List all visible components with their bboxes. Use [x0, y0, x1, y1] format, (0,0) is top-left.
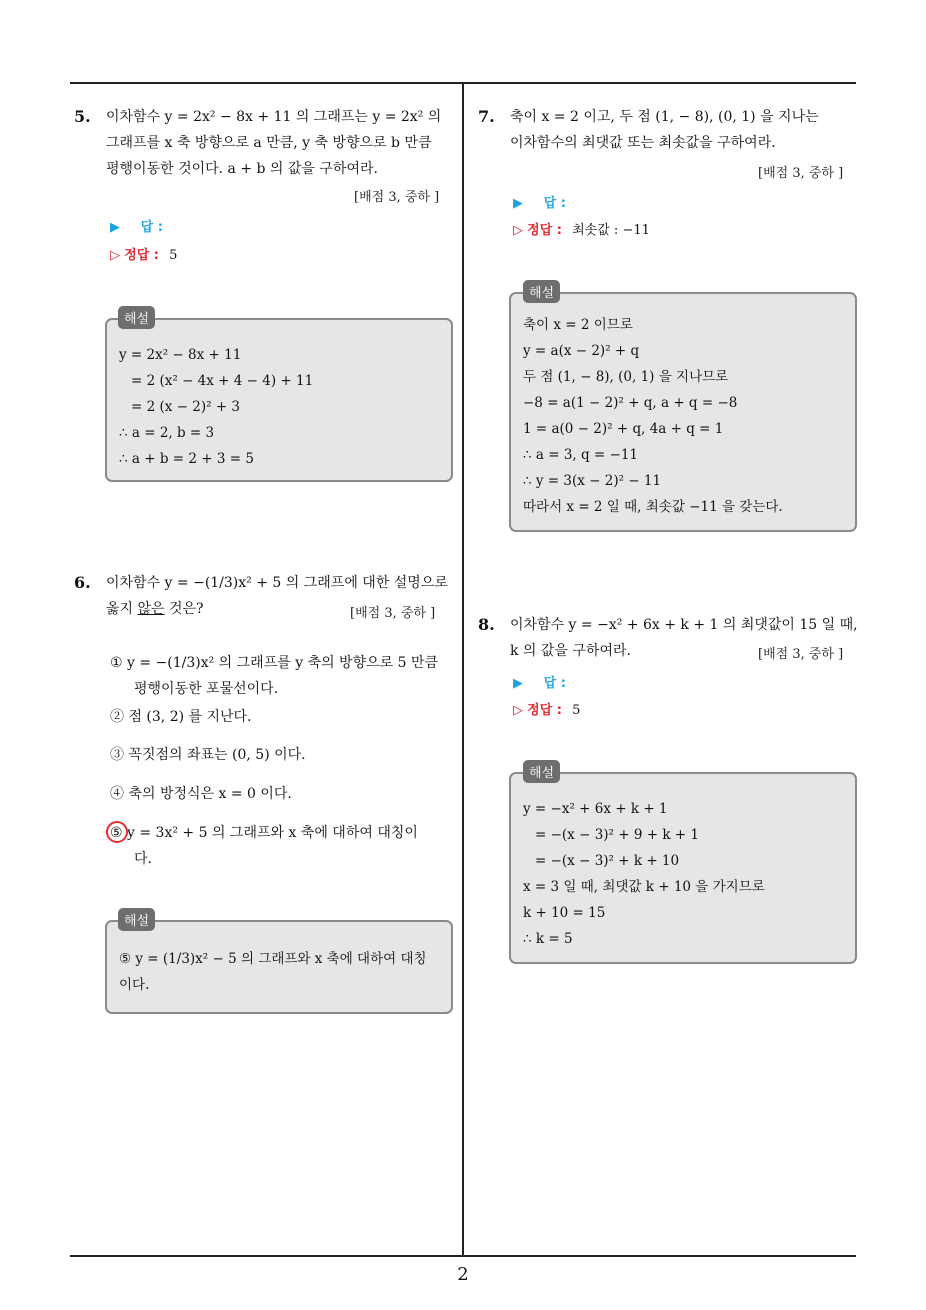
emphasis-underline: 않은 — [137, 601, 165, 617]
solution-tag: 해설 — [118, 908, 155, 931]
solution-line: y = a(x − 2)² + q — [523, 343, 640, 359]
answer-row — [513, 192, 566, 211]
solution-line: 따라서 x = 2 일 때, 최솟값 −11 을 갖는다. — [523, 499, 783, 515]
question-number: 7. — [478, 107, 495, 126]
key-row — [513, 699, 580, 718]
question-text-part: 것은? — [164, 601, 204, 617]
solution-line: 1 = a(0 − 2)² + q, 4a + q = 1 — [523, 421, 724, 437]
solution-lines — [119, 946, 427, 998]
choice-1[interactable] — [110, 650, 460, 702]
solution-box — [509, 772, 857, 964]
solution-box — [105, 920, 453, 1014]
choice-4[interactable] — [110, 781, 292, 807]
selected-answer-circle-icon — [106, 821, 128, 843]
outline-triangle-icon: ▷ — [513, 703, 523, 718]
solution-line: ∴ a + b = 2 + 3 = 5 — [119, 451, 254, 467]
question-text-line: 그래프를 x 축 방향으로 a 만큼, y 축 방향으로 b 만큼 — [106, 135, 432, 151]
outline-triangle-icon: ▷ — [513, 223, 523, 238]
choice-2[interactable] — [110, 704, 252, 730]
play-triangle-icon: ▶ — [110, 220, 120, 235]
solution-line: = −(x − 3)² + k + 10 — [535, 853, 680, 869]
score-difficulty: [배점 3, 중하 ] — [350, 606, 436, 621]
key-label: 정답 : — [527, 223, 562, 238]
key-label: 정답 : — [124, 248, 159, 263]
choice-text: 다. — [134, 851, 152, 867]
play-triangle-icon: ▶ — [513, 196, 523, 211]
solution-line: x = 3 일 때, 최댓값 k + 10 을 가지므로 — [523, 879, 765, 895]
bottom-rule — [70, 1255, 856, 1257]
score-difficulty: [배점 3, 중하 ] — [354, 190, 440, 205]
choice-3[interactable] — [110, 742, 306, 768]
solution-line: ∴ a = 2, b = 3 — [119, 425, 215, 441]
answer-label: 답 : — [140, 220, 163, 235]
question-number: 5. — [74, 107, 91, 126]
question-text-line: 이차함수 y = −(1/3)x² + 5 의 그래프에 대한 설명으로 — [106, 575, 448, 591]
solution-lines — [119, 342, 313, 472]
key-value: 5 — [169, 248, 178, 263]
solution-tag: 해설 — [523, 280, 560, 303]
solution-tag: 해설 — [118, 306, 155, 329]
solution-line: k + 10 = 15 — [523, 905, 606, 921]
solution-line: y = 2x² − 8x + 11 — [119, 347, 242, 363]
solution-tag: 해설 — [523, 760, 560, 783]
choice-text: 평행이동한 포물선이다. — [134, 681, 279, 697]
solution-line: 두 점 (1, − 8), (0, 1) 을 지나므로 — [523, 369, 729, 385]
choice-text: ① y = −(1/3)x² 의 그래프를 y 축의 방향으로 5 만큼 — [110, 655, 439, 671]
choice-5[interactable] — [110, 820, 460, 872]
answer-label: 답 : — [543, 196, 566, 211]
question-text-line: 이차함수의 최댓값 또는 최솟값을 구하여라. — [510, 135, 776, 151]
key-value: 최솟값 : −11 — [572, 223, 650, 238]
solution-line: ∴ a = 3, q = −11 — [523, 447, 639, 463]
choice-text: ② 점 (3, 2) 를 지난다. — [110, 709, 252, 725]
outline-triangle-icon: ▷ — [110, 248, 120, 263]
column-divider — [462, 82, 464, 1257]
question-text-line: 축이 x = 2 이고, 두 점 (1, − 8), (0, 1) 을 지나는 — [510, 109, 819, 125]
question-text-part: 옳지 — [106, 601, 138, 617]
solution-line: = 2 (x − 2)² + 3 — [131, 399, 241, 415]
question-5 — [74, 104, 458, 182]
solution-line: = 2 (x² − 4x + 4 − 4) + 11 — [131, 373, 314, 389]
choice-text: ⑤ y = 3x² + 5 의 그래프와 x 축에 대하여 대칭이 — [110, 825, 418, 841]
answer-label: 답 : — [543, 676, 566, 691]
question-text-line: 이차함수 y = −x² + 6x + k + 1 의 최댓값이 15 일 때, — [510, 617, 858, 633]
play-triangle-icon: ▶ — [513, 676, 523, 691]
question-number: 6. — [74, 573, 91, 592]
choice-text: ④ 축의 방정식은 x = 0 이다. — [110, 786, 292, 802]
score-difficulty: [배점 3, 중하 ] — [758, 647, 844, 662]
key-label: 정답 : — [527, 703, 562, 718]
solution-lines — [523, 796, 765, 952]
question-text-line: 이차함수 y = 2x² − 8x + 11 의 그래프는 y = 2x² 의 — [106, 109, 442, 125]
key-row — [513, 219, 650, 238]
key-value: 5 — [572, 703, 581, 718]
solution-box — [509, 292, 857, 532]
choice-text: ③ 꼭짓점의 좌표는 (0, 5) 이다. — [110, 747, 306, 763]
solution-line: ⑤ y = (1/3)x² − 5 의 그래프와 x 축에 대하여 대칭 — [119, 951, 427, 967]
solution-line: ∴ y = 3(x − 2)² − 11 — [523, 473, 662, 489]
question-number: 8. — [478, 615, 495, 634]
answer-row — [513, 672, 566, 691]
solution-lines — [523, 312, 783, 520]
question-text-line: 평행이동한 것이다. a + b 의 값을 구하여라. — [106, 161, 378, 177]
score-difficulty: [배점 3, 중하 ] — [758, 166, 844, 181]
solution-line: = −(x − 3)² + 9 + k + 1 — [535, 827, 699, 843]
question-text-line: k 의 값을 구하여라. — [510, 643, 631, 659]
answer-row — [110, 216, 163, 235]
solution-line: ∴ k = 5 — [523, 931, 573, 947]
key-row — [110, 244, 177, 263]
question-7 — [478, 104, 862, 156]
solution-line: y = −x² + 6x + k + 1 — [523, 801, 668, 817]
solution-line: 축이 x = 2 이므로 — [523, 317, 633, 333]
solution-line: 이다. — [119, 977, 150, 993]
solution-line: −8 = a(1 − 2)² + q, a + q = −8 — [523, 395, 738, 411]
solution-box — [105, 318, 453, 482]
page-number: 2 — [457, 1264, 469, 1285]
